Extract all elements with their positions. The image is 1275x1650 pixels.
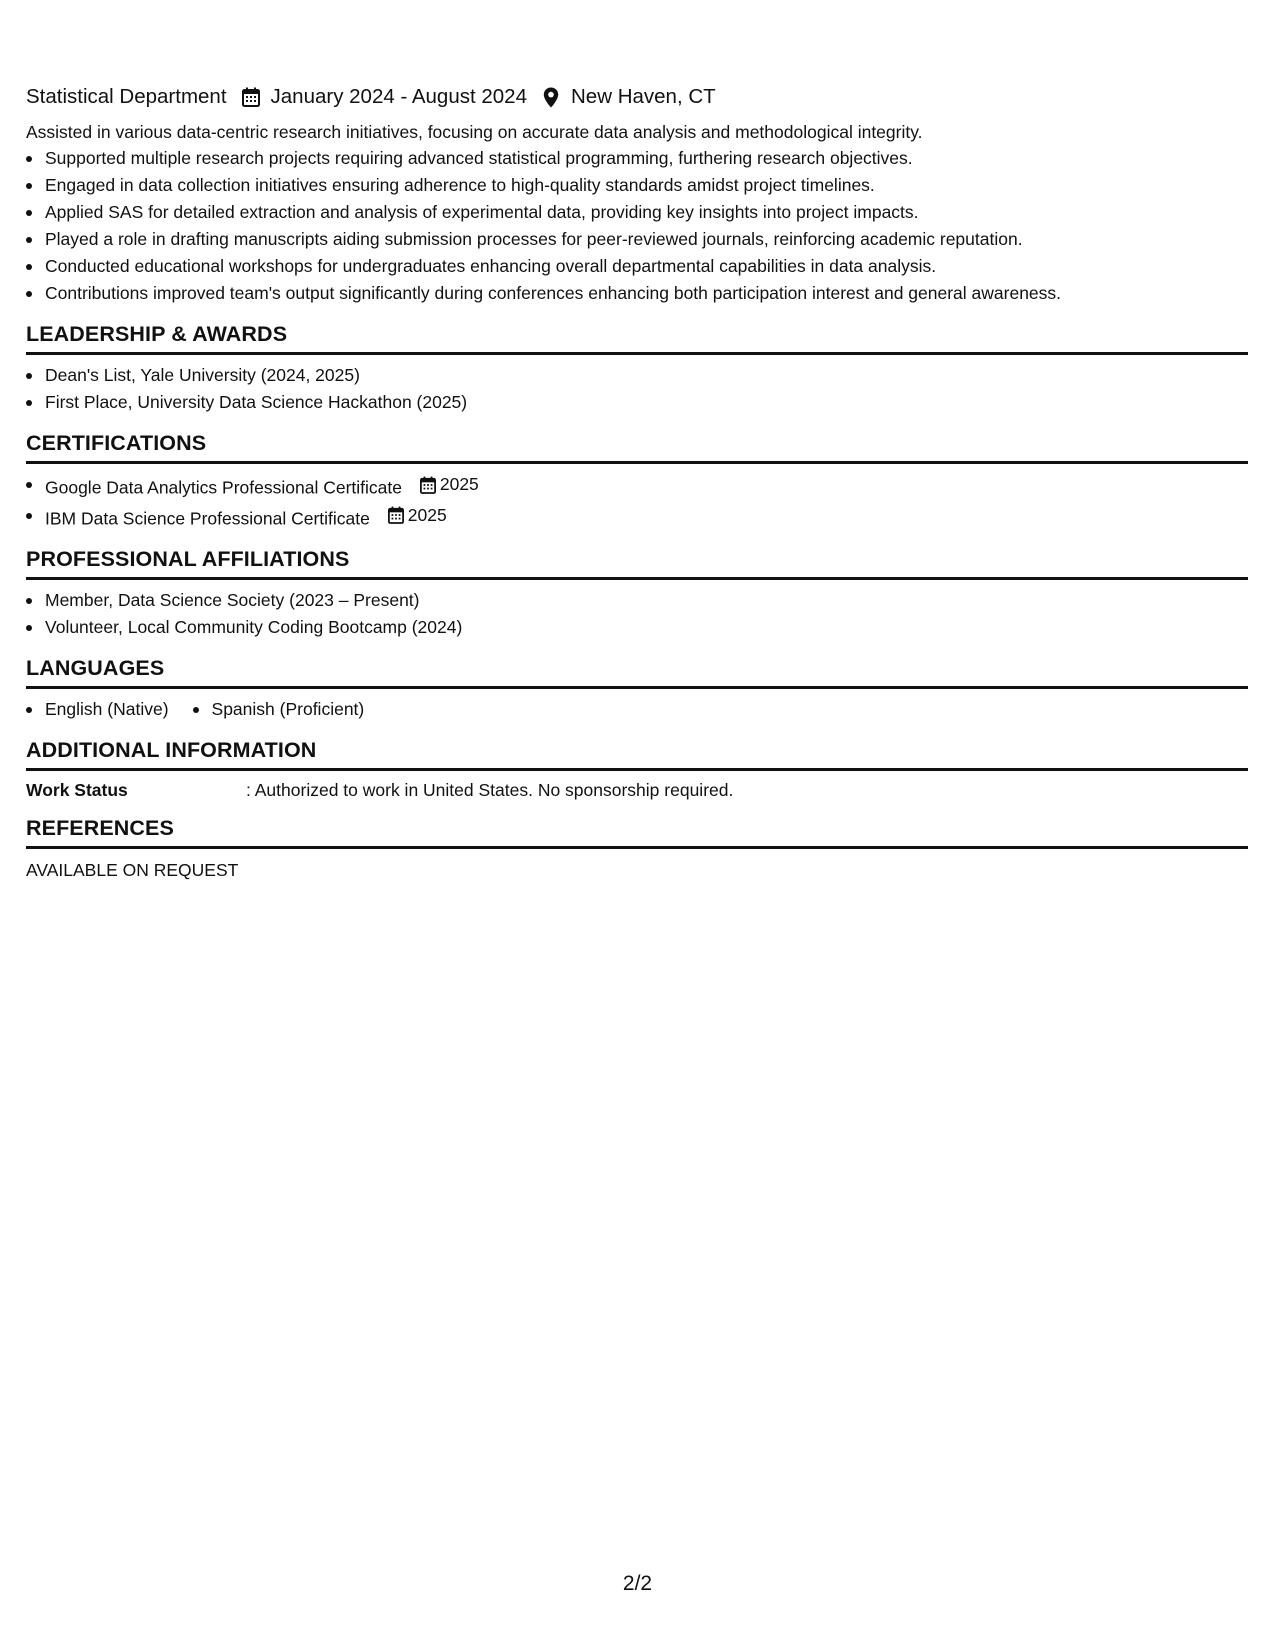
certification-date [419,471,479,498]
work-status-row [26,779,1248,801]
job-bullet: Played a role in drafting manuscripts aiding submission processes for peer-reviewed journals, reinforcing academic reputation. [26,226,1248,253]
calendar-icon [419,475,437,495]
job-bullet: Supported multiple research projects requiring advanced statistical programming, furthering research objectives. [26,145,1248,172]
affiliations-list [26,587,1248,641]
calendar-icon [241,86,261,108]
certification-year: 2025 [439,474,479,494]
certification-item [26,502,1248,533]
affiliations-section [26,546,1248,641]
leadership-list [26,362,1248,416]
list-item: Volunteer, Local Community Coding Bootcamp (2024) [26,614,1248,641]
work-status-label: Work Status [26,780,128,800]
languages-section [26,655,1248,723]
certification-name: Google Data Analytics Professional Certificate [45,477,402,498]
language-item: English (Native) [26,696,169,723]
section-title-references: REFERENCES [26,815,1248,849]
job-location: New Haven, CT [570,85,716,108]
section-title-additional: ADDITIONAL INFORMATION [26,737,1248,771]
job-bullet: Contributions improved team's output significantly during conferences enhancing both participation interest and general awareness. [26,280,1248,307]
section-title-certifications: CERTIFICATIONS [26,430,1248,464]
section-title-affiliations: PROFESSIONAL AFFILIATIONS [26,546,1248,580]
calendar-icon [387,505,405,525]
page-number: 2/2 [622,1572,653,1595]
job-bullet-list [26,145,1248,307]
job-department: Statistical Department [26,85,227,108]
languages-list [26,696,1248,723]
certification-name: IBM Data Science Professional Certificate [45,508,370,528]
certifications-section [26,430,1248,532]
job-bullet: Engaged in data collection initiatives ensuring adherence to high-quality standards amidst project timelines. [26,172,1248,199]
additional-info-section [26,737,1248,801]
certification-item [26,471,1248,502]
job-dates: January 2024 - August 2024 [270,85,527,108]
job-bullet: Conducted educational workshops for undergraduates enhancing overall departmental capabilities in data analysis. [26,253,1248,280]
list-item: Dean's List, Yale University (2024, 2025) [26,362,1248,389]
work-status-value: : Authorized to work in United States. No sponsorship required. [246,780,734,800]
certifications-list [26,471,1248,532]
job-summary: Assisted in various data-centric research initiatives, focusing on accurate data analysis and methodological integrity. [26,122,923,142]
certification-date [387,502,447,529]
list-item: First Place, University Data Science Hackathon (2025) [26,389,1248,416]
section-title-leadership: LEADERSHIP & AWARDS [26,321,1248,355]
section-title-languages: LANGUAGES [26,655,1248,689]
map-pin-icon [541,86,561,108]
language-item: Spanish (Proficient) [193,696,365,723]
references-text: AVAILABLE ON REQUEST [26,860,239,880]
job-bullet: Applied SAS for detailed extraction and analysis of experimental data, providing key insights into project impacts. [26,199,1248,226]
job-header [26,82,1248,112]
references-section [26,815,1248,881]
leadership-section [26,321,1248,416]
certification-year: 2025 [407,504,447,525]
list-item: Member, Data Science Society (2023 – Present) [26,587,1248,614]
resume-content [26,82,1248,881]
